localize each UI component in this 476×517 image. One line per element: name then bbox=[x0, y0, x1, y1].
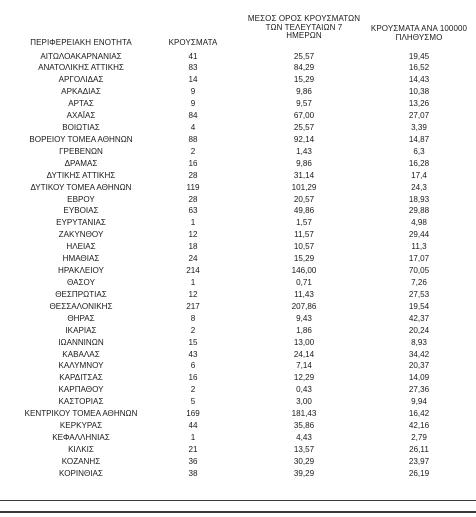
cell-seven-day-average: 11,57 bbox=[294, 230, 314, 240]
table-row bbox=[0, 253, 476, 264]
cell-regional-unit: ΑΝΑΤΟΛΙΚΗΣ ΑΤΤΙΚΗΣ bbox=[38, 63, 124, 73]
cell-seven-day-average: 10,57 bbox=[293, 242, 315, 252]
table-row bbox=[0, 62, 476, 73]
cell-regional-unit: ΗΡΑΚΛΕΙΟΥ bbox=[58, 266, 104, 276]
cell-cases: 43 bbox=[188, 349, 198, 359]
cell-regional-unit: ΚΙΛΚΙΣ bbox=[68, 444, 94, 454]
cell-regional-unit: ΚΑΒΑΛΑΣ bbox=[62, 349, 100, 359]
table-row bbox=[0, 325, 476, 336]
cell-regional-unit: ΚΟΡΙΝΘΙΑΣ bbox=[59, 468, 103, 478]
cell-seven-day-average: 9,86 bbox=[296, 87, 312, 97]
table-row bbox=[0, 468, 476, 479]
cell-seven-day-average: 207,86 bbox=[291, 301, 317, 311]
cell-seven-day-average: 67,00 bbox=[293, 111, 315, 121]
cell-cases: 15 bbox=[188, 337, 198, 347]
cell-regional-unit: ΚΑΛΥΜΝΟΥ bbox=[58, 361, 104, 371]
cell-cases-per-100000: 18,93 bbox=[408, 194, 430, 204]
cell-cases: 217 bbox=[186, 301, 200, 311]
cell-cases-per-100000: 34,42 bbox=[408, 349, 430, 359]
cell-cases-per-100000: 4,98 bbox=[411, 218, 427, 228]
cell-cases: 214 bbox=[186, 266, 200, 276]
cell-cases: 8 bbox=[190, 313, 196, 323]
cell-cases: 4 bbox=[190, 123, 196, 133]
cell-seven-day-average: 1,86 bbox=[296, 325, 312, 335]
cell-cases: 28 bbox=[188, 170, 198, 180]
cell-cases-per-100000: 19,45 bbox=[408, 51, 430, 61]
cell-regional-unit: ΕΒΡΟΥ bbox=[67, 194, 95, 204]
table-row bbox=[0, 337, 476, 348]
table-row bbox=[0, 349, 476, 360]
cell-cases-per-100000: 26,19 bbox=[408, 468, 430, 478]
cell-regional-unit: ΚΑΡΔΙΤΣΑΣ bbox=[59, 373, 103, 383]
table-row bbox=[0, 98, 476, 109]
cell-seven-day-average: 11,43 bbox=[294, 289, 314, 299]
cell-cases-per-100000: 20,37 bbox=[408, 361, 430, 371]
cell-cases-per-100000: 14,87 bbox=[408, 134, 430, 144]
cell-cases-per-100000: 9,94 bbox=[411, 397, 427, 407]
table-row bbox=[0, 456, 476, 467]
cell-seven-day-average: 15,29 bbox=[293, 75, 315, 85]
cell-seven-day-average: 35,86 bbox=[293, 421, 315, 431]
table-row bbox=[0, 277, 476, 288]
cell-cases-per-100000: 13,26 bbox=[408, 99, 430, 109]
table-row bbox=[0, 182, 476, 193]
cell-regional-unit: ΙΩΑΝΝΙΝΩΝ bbox=[58, 337, 104, 347]
cell-seven-day-average: 13,00 bbox=[293, 337, 315, 347]
table-row bbox=[0, 229, 476, 240]
cell-regional-unit: ΕΥΒΟΙΑΣ bbox=[63, 206, 99, 216]
cell-cases-per-100000: 11,3 bbox=[411, 242, 427, 252]
cell-cases: 83 bbox=[188, 63, 198, 73]
table-row bbox=[0, 360, 476, 371]
cell-regional-unit: ΓΡΕΒΕΝΩΝ bbox=[59, 146, 103, 156]
cell-cases: 9 bbox=[190, 99, 196, 109]
cell-seven-day-average: 31,14 bbox=[293, 170, 315, 180]
cell-regional-unit: ΔΥΤΙΚΗΣ ΑΤΤΙΚΗΣ bbox=[46, 170, 116, 180]
cell-regional-unit: ΘΕΣΣΑΛΟΝΙΚΗΣ bbox=[49, 301, 113, 311]
table-row bbox=[0, 146, 476, 157]
cell-cases: 63 bbox=[188, 206, 198, 216]
table-row bbox=[0, 241, 476, 252]
table-row bbox=[0, 170, 476, 181]
cell-regional-unit: ΚΑΣΤΟΡΙΑΣ bbox=[58, 397, 104, 407]
cell-cases: 1 bbox=[190, 432, 196, 442]
table-row bbox=[0, 194, 476, 205]
cell-regional-unit: ΕΥΡΥΤΑΝΙΑΣ bbox=[56, 218, 106, 228]
cell-seven-day-average: 9,86 bbox=[296, 158, 312, 168]
cell-seven-day-average: 39,29 bbox=[293, 468, 315, 478]
cell-cases: 16 bbox=[188, 373, 198, 383]
table-row bbox=[0, 313, 476, 324]
cell-cases: 84 bbox=[188, 111, 198, 121]
cell-regional-unit: ΘΕΣΠΡΩΤΙΑΣ bbox=[55, 289, 107, 299]
cell-cases-per-100000: 14,43 bbox=[408, 75, 430, 85]
cell-cases: 88 bbox=[188, 134, 198, 144]
cell-cases: 38 bbox=[188, 468, 198, 478]
cell-seven-day-average: 9,57 bbox=[296, 99, 312, 109]
cell-cases: 12 bbox=[188, 289, 198, 299]
cell-cases: 1 bbox=[190, 218, 196, 228]
cell-seven-day-average: 181,43 bbox=[291, 409, 317, 419]
cell-cases-per-100000: 23,97 bbox=[408, 456, 430, 466]
cell-regional-unit: ΔΡΑΜΑΣ bbox=[64, 158, 98, 168]
cell-seven-day-average: 24,14 bbox=[293, 349, 315, 359]
cell-cases-per-100000: 8,93 bbox=[411, 337, 427, 347]
cell-regional-unit: ΒΟΙΩΤΙΑΣ bbox=[62, 123, 100, 133]
cell-seven-day-average: 0,71 bbox=[296, 277, 312, 287]
cell-seven-day-average: 7,14 bbox=[296, 361, 312, 371]
cell-cases-per-100000: 42,37 bbox=[408, 313, 430, 323]
table-row bbox=[0, 396, 476, 407]
cell-cases: 12 bbox=[188, 230, 198, 240]
cell-regional-unit: ΑΡΤΑΣ bbox=[68, 99, 94, 109]
cell-cases: 24 bbox=[188, 254, 198, 264]
cell-cases-per-100000: 3,39 bbox=[411, 123, 427, 133]
table-row bbox=[0, 432, 476, 443]
cell-seven-day-average: 25,57 bbox=[293, 51, 315, 61]
cell-seven-day-average: 9,43 bbox=[296, 313, 312, 323]
cell-cases: 2 bbox=[190, 385, 196, 395]
cell-cases: 9 bbox=[190, 87, 196, 97]
table-row bbox=[0, 384, 476, 395]
cell-cases-per-100000: 27,53 bbox=[408, 289, 430, 299]
cell-regional-unit: ΑΙΤΩΛΟΑΚΑΡΝΑΝΙΑΣ bbox=[40, 51, 122, 61]
cell-regional-unit: ΗΛΕΙΑΣ bbox=[66, 242, 96, 252]
table-bottom-rule bbox=[0, 500, 476, 501]
cell-cases-per-100000: 19,54 bbox=[408, 301, 430, 311]
cell-cases: 2 bbox=[190, 325, 196, 335]
table-row bbox=[0, 444, 476, 455]
table-row bbox=[0, 51, 476, 62]
cell-cases-per-100000: 10,38 bbox=[408, 87, 430, 97]
cell-seven-day-average: 4,43 bbox=[296, 432, 312, 442]
cell-seven-day-average: 0,43 bbox=[296, 385, 312, 395]
cell-cases-per-100000: 29,44 bbox=[408, 230, 430, 240]
cell-cases-per-100000: 16,52 bbox=[408, 63, 430, 73]
cell-cases: 16 bbox=[188, 158, 198, 168]
cell-regional-unit: ΔΥΤΙΚΟΥ ΤΟΜΕΑ ΑΘΗΝΩΝ bbox=[30, 182, 132, 192]
cell-cases-per-100000: 24,3 bbox=[411, 182, 427, 192]
cell-regional-unit: ΙΚΑΡΙΑΣ bbox=[65, 325, 97, 335]
table-row bbox=[0, 122, 476, 133]
cell-regional-unit: ΚΑΡΠΑΘΟΥ bbox=[58, 385, 104, 395]
table-row bbox=[0, 158, 476, 169]
cell-cases: 36 bbox=[188, 456, 198, 466]
cell-cases-per-100000: 17,07 bbox=[408, 254, 430, 264]
cell-cases-per-100000: 29,88 bbox=[408, 206, 430, 216]
header-cases-per-100000: ΚΡΟΥΣΜΑΤΑ ΑΝΑ 100000 ΠΛΗΘΥΣΜΟ bbox=[370, 24, 468, 42]
cell-regional-unit: ΗΜΑΘΙΑΣ bbox=[62, 254, 100, 264]
cell-cases: 1 bbox=[190, 277, 196, 287]
cell-cases-per-100000: 42,16 bbox=[408, 421, 430, 431]
table-row bbox=[0, 134, 476, 145]
cell-cases: 2 bbox=[190, 146, 196, 156]
cell-cases: 41 bbox=[188, 51, 198, 61]
cell-seven-day-average: 1,43 bbox=[296, 146, 312, 156]
cell-seven-day-average: 146,00 bbox=[291, 266, 317, 276]
table-row bbox=[0, 372, 476, 383]
cell-regional-unit: ΖΑΚΥΝΘΟΥ bbox=[58, 230, 104, 240]
cell-regional-unit: ΚΟΖΑΝΗΣ bbox=[61, 456, 101, 466]
table-row bbox=[0, 74, 476, 85]
cell-cases-per-100000: 6,3 bbox=[413, 146, 425, 156]
cell-regional-unit: ΘΑΣΟΥ bbox=[67, 277, 95, 287]
cell-cases-per-100000: 27,36 bbox=[408, 385, 430, 395]
cell-cases-per-100000: 14,09 bbox=[408, 373, 430, 383]
cell-cases-per-100000: 16,42 bbox=[408, 409, 430, 419]
table-row bbox=[0, 265, 476, 276]
cell-seven-day-average: 92,14 bbox=[293, 134, 315, 144]
cell-regional-unit: ΚΕΝΤΡΙΚΟΥ ΤΟΜΕΑ ΑΘΗΝΩΝ bbox=[24, 409, 138, 419]
cell-cases: 21 bbox=[188, 444, 198, 454]
cell-seven-day-average: 12,29 bbox=[293, 373, 315, 383]
table-row bbox=[0, 420, 476, 431]
cell-seven-day-average: 20,57 bbox=[293, 194, 315, 204]
cell-seven-day-average: 15,29 bbox=[293, 254, 315, 264]
cell-cases-per-100000: 70,05 bbox=[408, 266, 430, 276]
table-row bbox=[0, 86, 476, 97]
cell-cases-per-100000: 27,07 bbox=[408, 111, 430, 121]
cell-cases: 18 bbox=[188, 242, 198, 252]
cell-cases-per-100000: 2,79 bbox=[411, 432, 427, 442]
cell-regional-unit: ΑΡΚΑΔΙΑΣ bbox=[61, 87, 101, 97]
cell-cases: 119 bbox=[186, 182, 200, 192]
table-row bbox=[0, 408, 476, 419]
table-row bbox=[0, 217, 476, 228]
cell-seven-day-average: 84,29 bbox=[293, 63, 315, 73]
cell-regional-unit: ΘΗΡΑΣ bbox=[67, 313, 95, 323]
header-regional-unit: ΠΕΡΙΦΕΡΕΙΑΚΗ ΕΝΟΤΗΤΑ bbox=[30, 38, 132, 47]
cell-seven-day-average: 3,00 bbox=[296, 397, 312, 407]
cell-seven-day-average: 25,57 bbox=[293, 123, 315, 133]
table-row bbox=[0, 205, 476, 216]
cell-seven-day-average: 1,57 bbox=[296, 218, 312, 228]
cell-cases: 6 bbox=[190, 361, 196, 371]
cell-cases-per-100000: 16,28 bbox=[408, 158, 430, 168]
table-bottom-double-rule bbox=[0, 511, 476, 513]
cell-seven-day-average: 101,29 bbox=[291, 182, 317, 192]
table-row bbox=[0, 110, 476, 121]
cell-cases: 5 bbox=[190, 397, 196, 407]
table-row bbox=[0, 301, 476, 312]
cell-cases: 28 bbox=[188, 194, 198, 204]
cell-seven-day-average: 13,57 bbox=[293, 444, 315, 454]
cell-regional-unit: ΒΟΡΕΙΟΥ ΤΟΜΕΑ ΑΘΗΝΩΝ bbox=[29, 134, 133, 144]
table-row bbox=[0, 289, 476, 300]
cell-cases: 169 bbox=[186, 409, 200, 419]
cell-regional-unit: ΑΡΓΟΛΙΔΑΣ bbox=[58, 75, 104, 85]
cell-cases-per-100000: 26,11 bbox=[409, 444, 429, 454]
cell-regional-unit: ΚΕΦΑΛΛΗΝΙΑΣ bbox=[52, 432, 110, 442]
cell-cases: 44 bbox=[188, 421, 198, 431]
cell-cases-per-100000: 7,26 bbox=[411, 277, 427, 287]
cell-regional-unit: ΑΧΑΪΑΣ bbox=[66, 111, 96, 121]
cell-seven-day-average: 49,86 bbox=[293, 206, 315, 216]
header-cases: ΚΡΟΥΣΜΑΤΑ bbox=[168, 38, 218, 47]
cell-regional-unit: ΚΕΡΚΥΡΑΣ bbox=[59, 421, 103, 431]
cell-cases: 14 bbox=[188, 75, 198, 85]
cell-cases-per-100000: 17,4 bbox=[411, 170, 427, 180]
cell-cases-per-100000: 20,24 bbox=[408, 325, 430, 335]
cell-seven-day-average: 30,29 bbox=[293, 456, 315, 466]
header-seven-day-average: ΜΕΣΟΣ ΟΡΟΣ ΚΡΟΥΣΜΑΤΩΝ ΤΩΝ ΤΕΛΕΥΤΑΙΩΝ 7 ΗΜΕΡΩΝ bbox=[247, 14, 361, 40]
